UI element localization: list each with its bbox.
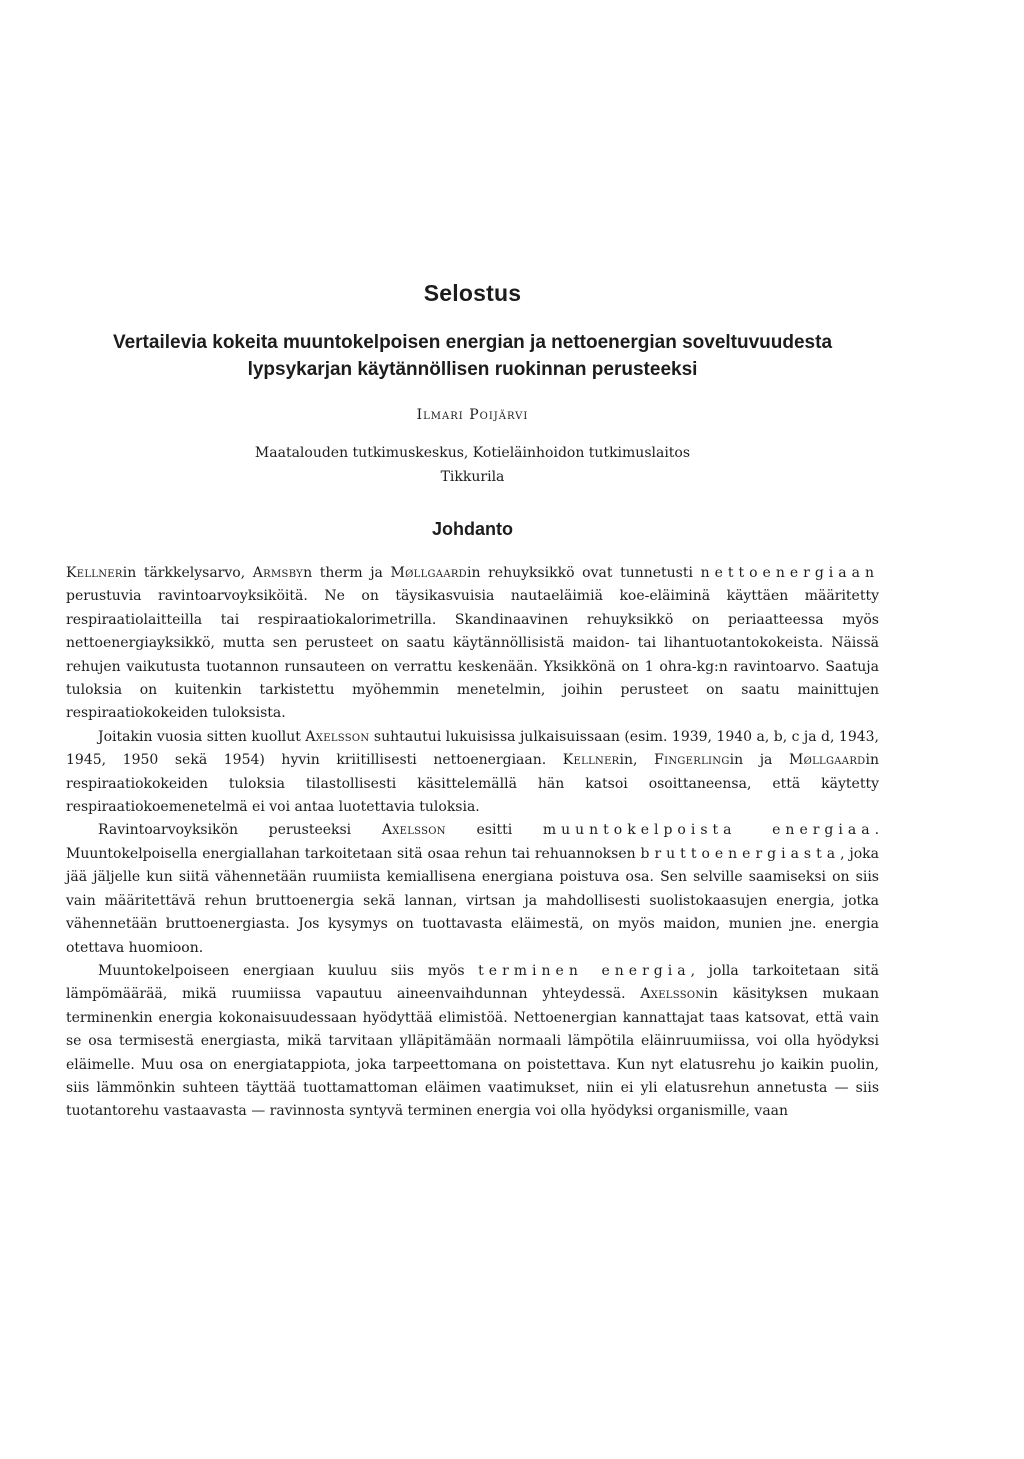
text-run: , jolla tarkoitetaan sitä lämpömäärää, mikä ruumiissa vapautuu aineenvaihdunnan yhteydessä. (66, 962, 879, 1003)
text-run: . Muuntokelpoisella energiallahan tarkoitetaan sitä osaa rehun tai rehuannoksen (66, 822, 880, 862)
paragraph (66, 726, 879, 820)
author-ref: Kellner (66, 565, 123, 581)
text-run: in käsityksen mukaan terminenkin energia kokonaisuudessaan hyödyttää elimistöä. Nettoenergian kannattajat taas katsovat, että vain se osa termisestä energiasta, mikä tarvitaan ylläpitämään normaali lämpötila eläinruumiissa, voi olla hyödyksi eläimelle. Muu osa on energiatappiota, joka tarpeettomana on poistettava. Kun nyt elatusrehu jo kaikin puolin, siis lämmönkin suhteen täyttää tuottamattoman eläimen vaatimukset, niin ei yli elatusrehun annetusta — siis tuotantorehu vastaavasta — ravinnosta syntyvä terminen energia voi olla hyödyksi organismille, vaan (66, 986, 879, 1120)
text-run: in tärkkelysarvo, (122, 565, 253, 581)
emphasized-term: terminen energia (478, 962, 691, 979)
author-ref: Møllgaard (390, 565, 467, 581)
text-run: in, (619, 752, 655, 769)
text-run: esitti (445, 822, 543, 839)
author-ref: Kellner (562, 752, 620, 769)
emphasized-term: muuntokelpoista energiaa (542, 822, 875, 839)
paragraph (66, 819, 879, 959)
author-ref: Axelsson (640, 986, 705, 1003)
author-ref: Møllgaard (788, 752, 866, 769)
author-name: Ilmari Poijärvi (416, 407, 529, 423)
text-run: in rehuyksikkö ovat tunnetusti (467, 565, 701, 581)
author-ref: Fingerling (654, 752, 730, 769)
article-title: Vertailevia kokeita muuntokelpoisen energian ja nettoenergian soveltuvuudesta lypsykarjan käytännöllisen ruokinnan perusteeksi (112, 332, 833, 380)
text-run: Muuntokelpoiseen energiaan kuuluu siis myös (98, 962, 479, 979)
emphasized-term: nettoenergiaan (700, 565, 879, 581)
text-run: , joka jää jäljelle kun siitä vähennetään ruumiista kemiallisena energiana poistuva osa. Sen selville saamiseksi on siis vain määritettävä rehun bruttoenergia sekä lannan, virtsan ja mahdollisesti suolistokaasujen energia, jotka vähennetään bruttoenergiasta. Jos kysymys on tuottavasta eläimestä, on myös maidon, munien jne. energia otettava huomioon. (66, 845, 880, 956)
body-text (66, 562, 879, 1124)
paragraph (66, 562, 879, 726)
affiliation-line-1: Maatalouden tutkimuskeskus, Kotieläinhoidon tutkimuslaitos (254, 445, 691, 461)
document-page (66, 280, 879, 1124)
text-run: Ravintoarvoyksikön perusteeksi (98, 822, 382, 839)
section-heading: Johdanto (432, 519, 513, 539)
author-ref: Axelsson (381, 822, 446, 839)
text-run: in respiraatiokokeiden tuloksia tilastollisesti käsittelemällä hän katsoi osoittaneensa, että käytetty respiraatiokoemenetelmä ei voi antaa luotettavia tuloksia. (66, 752, 879, 816)
section-label: Selostus (423, 280, 522, 306)
text-run: perustuvia ravintoarvoyksiköitä. Ne on täysikasvuisia nautaeläimiä koe-eläiminä käyttäen määritetty respiraatiolaitteilla tai respiraatiokalorimetrilla. Skandinaavinen rehuyksikkö on periaatteessa myös nettoenergiayksikkö, mutta sen perusteet on saatu käytännöllisistä maidon- tai lihantuotantokokeista. Näissä rehujen vaikutusta tuotannon runsauteen on verrattu keskenään. Yksikkönä on 1 ohra-kg:n ravintoarvo. Saatuja tuloksia on kuitenkin tarkistettu myöhemmin menetelmin, joihin perusteet on saatu mainittujen respiraatiokokeiden tuloksista. (66, 588, 879, 722)
paragraph (66, 960, 879, 1124)
affiliation-line-2: Tikkurila (440, 469, 505, 485)
author-ref: Axelsson (305, 728, 370, 745)
text-run: in ja (729, 752, 789, 769)
text-run: Joitakin vuosia sitten kuollut (98, 728, 306, 745)
text-run: suhtautui lukuisissa julkaisuissaan (esim. 1939, 1940 a, b, c ja d, 1943, 1945, 1950 sekä 1954) hyvin kriitillisesti nettoenergiaan. (66, 728, 879, 769)
author-ref: Armsby (252, 565, 304, 581)
emphasized-term: bruttoenergiasta (640, 845, 841, 862)
text-run: n therm ja (303, 565, 391, 581)
